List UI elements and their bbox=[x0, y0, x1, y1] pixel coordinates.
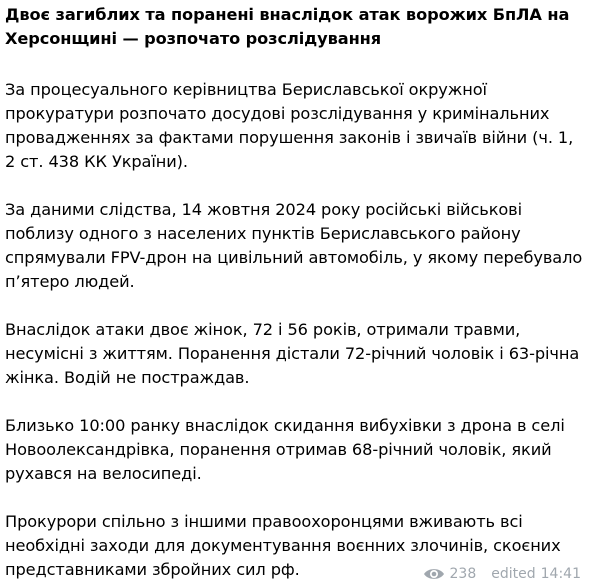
post-paragraph-1: За процесуального керівництва Бериславської окружної прокуратури розпочато досудові розслідування у кримінальних провадженнях за фактами порушення законів і звичаїв війни (ч. 1, 2 ст. 438 КК України). bbox=[5, 80, 574, 171]
post-title: Двоє загиблих та поранені внаслідок атак ворожих БпЛА на Херсонщині — розпочато розслідування bbox=[5, 5, 570, 48]
post-meta bbox=[417, 566, 581, 582]
post-paragraph-2: За даними слідства, 14 жовтня 2024 року російські військові поблизу одного з населених пунктів Бериславського району спрямували FPV-дрон на цивільний автомобіль, у якому перебувало п’ятеро людей. bbox=[5, 200, 583, 291]
channel-post bbox=[5, 0, 585, 582]
post-time: 14:41 bbox=[540, 566, 581, 582]
eye-icon bbox=[423, 567, 445, 581]
post-paragraph-3: Внаслідок атаки двоє жінок, 72 і 56 років, отримали травми, несумісні з життям. Поранення дістали 72-річний чоловік і 63-річна жінка. Водій не постраждав. bbox=[5, 320, 580, 387]
post-paragraph-4: Близько 10:00 ранку внаслідок скидання вибухівки з дрона в селі Новоолександрівка, поранення отримав 68-річний чоловік, який рухався на велосипеді. bbox=[5, 416, 565, 483]
post-paragraph-5: Прокурори спільно з іншими правоохоронцями вживають всі необхідні заходи для документування воєнних злочинів, скоєних представниками збройних сил рф. bbox=[5, 512, 561, 579]
edited-label: edited bbox=[491, 566, 536, 582]
view-count: 238 bbox=[449, 566, 477, 582]
